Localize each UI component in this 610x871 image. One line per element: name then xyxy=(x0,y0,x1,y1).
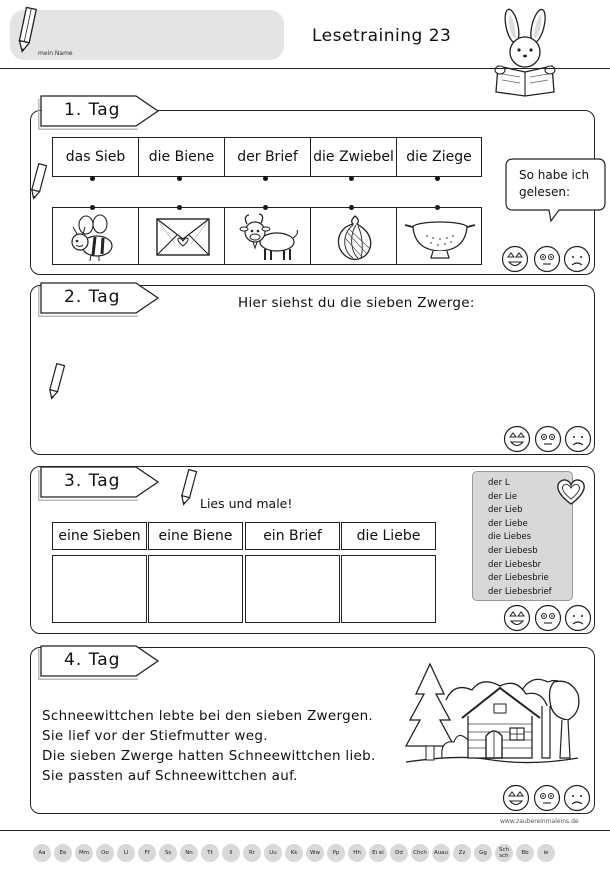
letter-pill: Zz xyxy=(453,844,471,862)
day3-tag-label: 3. Tag xyxy=(64,471,121,491)
day3-tag xyxy=(38,463,162,501)
bubble-line: gelesen: xyxy=(519,185,570,199)
happy-face-icon[interactable] xyxy=(503,425,531,453)
label-cell: ein Brief xyxy=(245,522,340,550)
letter-pill: Auau xyxy=(432,844,450,862)
envelope-icon xyxy=(139,208,226,266)
day4-story xyxy=(42,706,376,786)
top-dot[interactable] xyxy=(349,176,354,181)
drawing-box[interactable] xyxy=(341,555,436,623)
name-label: mein Name xyxy=(38,50,73,57)
happy-face-icon[interactable] xyxy=(502,784,530,812)
day1-tag xyxy=(38,92,162,130)
letter-pill: Hh xyxy=(348,844,366,862)
word-list-item: der Lieb xyxy=(488,505,523,516)
day1-picture-row xyxy=(52,207,482,265)
story-line: Sie passten auf Schneewittchen auf. xyxy=(42,768,298,784)
bee-icon xyxy=(53,208,140,266)
speech-bubble-text xyxy=(519,167,589,201)
day1-tag-label: 1. Tag xyxy=(64,100,121,120)
pencil-icon xyxy=(178,468,198,508)
word-list-item: der Liebesbr xyxy=(488,559,542,570)
neutral-face-icon[interactable] xyxy=(534,604,562,632)
picture-cell xyxy=(224,207,311,265)
picture-cell xyxy=(138,207,225,265)
word-cell: der Brief xyxy=(224,137,311,177)
day4-tag xyxy=(38,642,162,680)
letter-pill: Mm xyxy=(75,844,93,862)
top-dot[interactable] xyxy=(263,176,268,181)
goat-icon xyxy=(225,208,312,266)
credit-link[interactable]: www.zaubereinmaleins.de xyxy=(500,818,579,825)
happy-face-icon[interactable] xyxy=(501,245,529,273)
day2-instruction: Hier siehst du die sieben Zwerge: xyxy=(238,295,475,311)
word-cell: die Zwiebel xyxy=(310,137,397,177)
drawing-box[interactable] xyxy=(148,555,243,623)
label-cell: die Liebe xyxy=(341,522,436,550)
letter-pill: Aa xyxy=(33,844,51,862)
pencil-icon xyxy=(28,162,48,202)
word-cell: die Biene xyxy=(138,137,225,177)
word-cell: die Ziege xyxy=(396,137,482,177)
letter-pill: Rr xyxy=(243,844,261,862)
letter-pill: Bb xyxy=(516,844,534,862)
word-list-item: die Liebes xyxy=(488,532,532,543)
letter-pill: Ii xyxy=(222,844,240,862)
footer-divider xyxy=(0,830,610,831)
story-line: Sie lief vor der Stiefmutter weg. xyxy=(42,728,268,744)
picture-cell xyxy=(310,207,397,265)
word-list-item: der Lie xyxy=(488,491,518,502)
letter-pill: Kk xyxy=(285,844,303,862)
letter-pill: Ee xyxy=(54,844,72,862)
letter-pill: Nn xyxy=(180,844,198,862)
letter-pill: Oo xyxy=(96,844,114,862)
pencil-icon xyxy=(46,362,66,402)
letter-pill: Tt xyxy=(201,844,219,862)
dwarf-house-icon xyxy=(402,660,582,772)
header-divider xyxy=(0,68,610,69)
pencil-icon xyxy=(14,4,40,54)
heart-icon xyxy=(553,477,589,507)
bubble-line: So habe ich xyxy=(519,168,590,182)
letter-pill: Uu xyxy=(264,844,282,862)
letter-pill: ie xyxy=(537,844,555,862)
top-dot[interactable] xyxy=(90,176,95,181)
neutral-face-icon[interactable] xyxy=(533,245,561,273)
word-cell: das Sieb xyxy=(52,137,139,177)
day1-word-row xyxy=(52,137,482,177)
top-dot[interactable] xyxy=(177,176,182,181)
day3-drawing-row xyxy=(52,555,436,623)
story-line: Schneewittchen lebte bei den sieben Zwergen. xyxy=(42,708,374,724)
day3-label-row xyxy=(52,522,436,550)
letter-pill: Ss xyxy=(159,844,177,862)
sad-face-icon[interactable] xyxy=(563,245,591,273)
letter-pill: Gg xyxy=(474,844,492,862)
sad-face-icon[interactable] xyxy=(564,425,592,453)
letter-pill: Chch xyxy=(411,844,429,862)
sad-face-icon[interactable] xyxy=(563,784,591,812)
letter-pill: Ff xyxy=(138,844,156,862)
drawing-box[interactable] xyxy=(245,555,340,623)
word-list-item: der Liebesb xyxy=(488,545,538,556)
letter-pill: Sch sch xyxy=(495,844,513,862)
word-list-item: der Liebesbrie xyxy=(488,573,549,584)
day2-tag-label: 2. Tag xyxy=(64,287,121,307)
picture-cell xyxy=(52,207,139,265)
letter-pill: Ei ei xyxy=(369,844,387,862)
neutral-face-icon[interactable] xyxy=(534,425,562,453)
sad-face-icon[interactable] xyxy=(564,604,592,632)
day4-tag-label: 4. Tag xyxy=(64,650,121,670)
drawing-box[interactable] xyxy=(52,555,147,623)
day2-tag xyxy=(38,279,162,317)
sieve-icon xyxy=(397,208,483,266)
day3-instruction: Lies und male! xyxy=(200,496,293,511)
onion-icon xyxy=(311,208,398,266)
picture-cell xyxy=(396,207,482,265)
word-list-item: der Liebe xyxy=(488,518,528,529)
label-cell: eine Sieben xyxy=(52,522,147,550)
page-title: Lesetraining 23 xyxy=(312,26,452,46)
letter-pill: Pp xyxy=(327,844,345,862)
word-list-item: der Liebesbrief xyxy=(488,586,552,597)
happy-face-icon[interactable] xyxy=(503,604,531,632)
letter-pill: Ww xyxy=(306,844,324,862)
reading-bunny-icon xyxy=(490,8,562,98)
label-cell: eine Biene xyxy=(148,522,243,550)
story-line: Die sieben Zwerge hatten Schneewittchen lieb. xyxy=(42,748,376,764)
word-list-item: der L xyxy=(488,478,510,488)
top-dot[interactable] xyxy=(435,176,440,181)
neutral-face-icon[interactable] xyxy=(533,784,561,812)
letter-pill: Dd xyxy=(390,844,408,862)
letter-pill: Ll xyxy=(117,844,135,862)
